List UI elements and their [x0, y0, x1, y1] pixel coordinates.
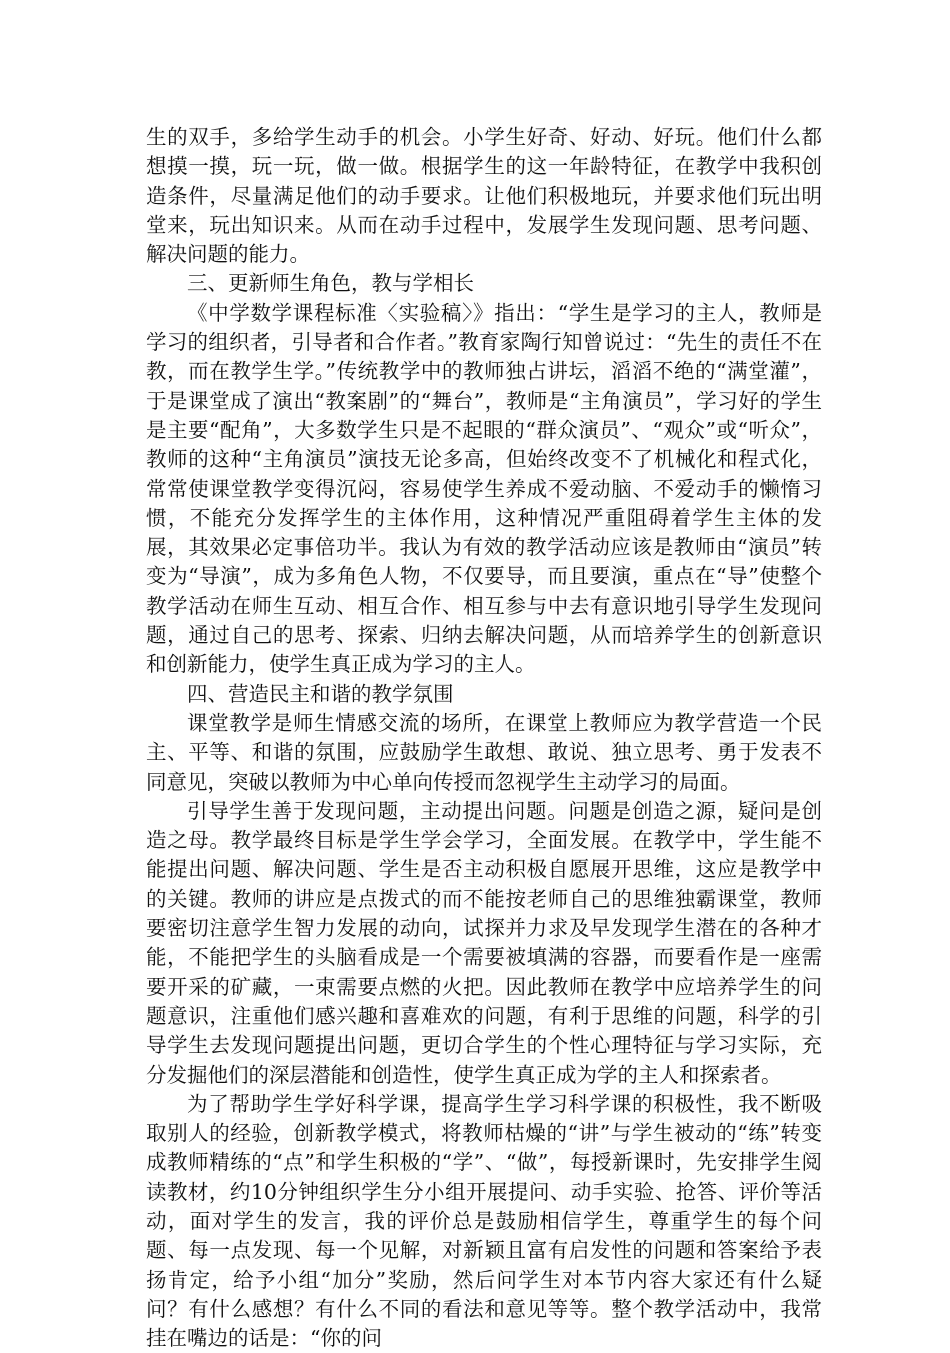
- body-paragraph: 为了帮助学生学好科学课，提高学生学习科学课的积极性，我不断吸取别人的经验，创新教学模式，将教师枯燥的“讲”与学生被动的“练”转变成教师精练的“点”和学生积极的“学”、“做”，每授新课时，先安排学生阅读教材，约10分钟组织学生分小组开展提问、动手实验、抢答、评价等活动，面对学生的发言，我的评价总是鼓励相信学生，尊重学生的每个问题、每一点发现、每一个见解，对新颖且富有启发性的问题和答案给予表扬肯定，给予小组“加分”奖励，然后问学生对本节内容大家还有什么疑问？有什么感想？有什么不同的看法和意见等等。整个教学活动中，我常挂在嘴边的话是：“你的问: [146, 1091, 822, 1351]
- body-paragraph: 生的双手，多给学生动手的机会。小学生好奇、好动、好玩。他们什么都想摸一摸，玩一玩，做一做。根据学生的这一年龄特征，在教学中我积创造条件，尽量满足他们的动手要求。让他们积极地玩，并要求他们玩出明堂来，玩出知识来。从而在动手过程中，发展学生发现问题、思考问题、解决问题的能力。: [146, 125, 822, 267]
- document-body: [146, 123, 822, 1353]
- body-paragraph: 课堂教学是师生情感交流的场所，在课堂上教师应为教学营造一个民主、平等、和谐的氛围，应鼓励学生敢想、敢说、独立思考、勇于发表不同意见，突破以教师为中心单向传授而忽视学生主动学习的局面。: [146, 710, 822, 794]
- body-paragraph: 引导学生善于发现问题，主动提出问题。问题是创造之源，疑问是创造之母。教学最终目标是学生学会学习，全面发展。在教学中，学生能不能提出问题、解决问题、学生是否主动积极自愿展开思维，这应是教学中的关键。教师的讲应是点拨式的而不能按老师自己的思维独霸课堂，教师要密切注意学生智力发展的动向，试探并力求及早发现学生潜在的各种才能，不能把学生的头脑看成是一个需要被填满的容器，而要看作是一座需要开采的矿藏，一束需要点燃的火把。因此教师在教学中应培养学生的问题意识，注重他们感兴趣和喜难欢的问题，有利于思维的问题，科学的引导学生去发现问题提出问题，更切合学生的个性心理特征与学习实际，充分发掘他们的深层潜能和创造性，使学生真正成为学的主人和探索者。: [146, 798, 822, 1087]
- section-heading: 四、营造民主和谐的教学氛围: [187, 681, 454, 706]
- body-paragraph: 《中学数学课程标准〈实验稿〉》指出：“学生是学习的主人，教师是学习的组织者，引导者和合作者。”教育家陶行知曾说过：“先生的责任不在教，而在教学生学。”传统教学中的教师独占讲坛，滔滔不绝的“满堂灌”，于是课堂成了演出“教案剧”的“舞台”，教师是“主角演员”，学习好的学生是主要“配角”，大多数学生只是不起眼的“群众演员”、“观众”或“听众”，教师的这种“主角演员”演技无论多高，但始终改变不了机械化和程式化，常常使课堂教学变得沉闷，容易使学生养成不爱动脑、不爱动手的懒惰习惯，不能充分发挥学生的主体作用，这种情况严重阻碍着学生主体的发展，其效果必定事倍功半。我认为有效的教学活动应该是教师由“演员”转变为“导演”，成为多角色人物，不仅要导，而且要演，重点在“导”使整个教学活动在师生互动、相互合作、相互参与中去有意识地引导学生发现问题，通过自己的思考、探索、归纳去解决问题，从而培养学生的创新意识和创新能力，使学生真正成为学习的主人。: [146, 300, 822, 677]
- section-heading: 三、更新师生角色，教与学相长: [187, 271, 474, 296]
